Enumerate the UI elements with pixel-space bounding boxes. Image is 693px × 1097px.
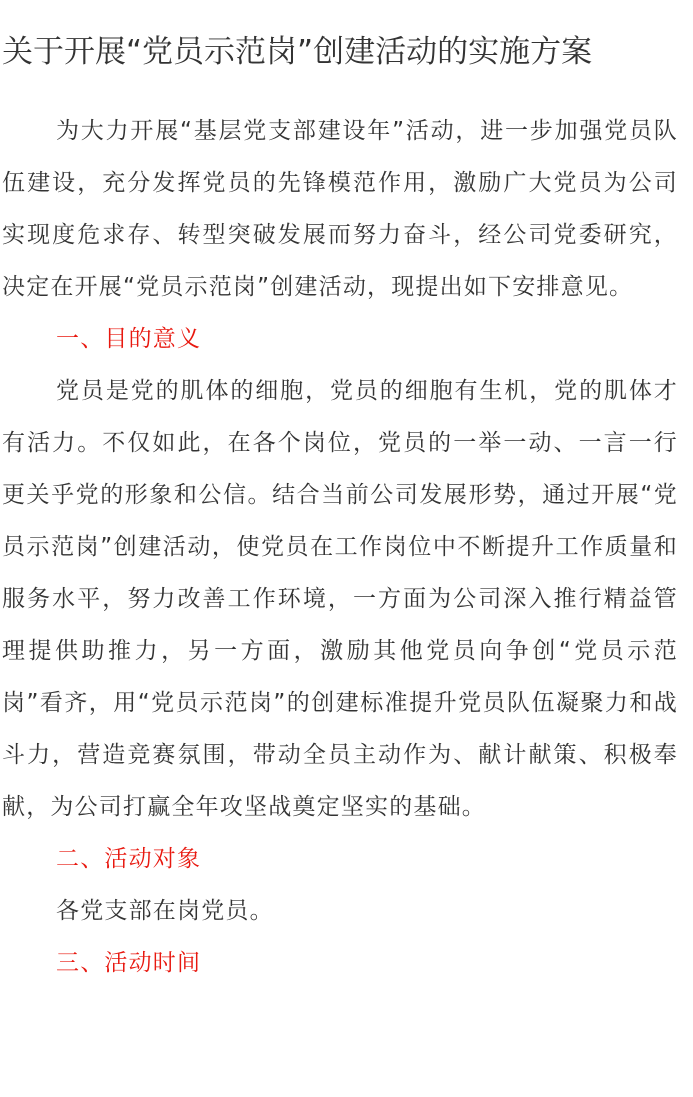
purpose-paragraph: 党员是党的肌体的细胞，党员的细胞有生机，党的肌体才有活力。不仅如此，在各个岗位，党员的一举一动、一言一行更关乎党的形象和公信。结合当前公司发展形势，通过开展“党员示范岗”创建活动，使党员在工作岗位中不断提升工作质量和服务水平，努力改善工作环境，一方面为公司深入推行精益管理提供助推力，另一方面，激励其他党员向争创“党员示范岗”看齐，用“党员示范岗”的创建标准提升党员队伍凝聚力和战斗力，营造竞赛氛围，带动全员主动作为、献计献策、积极奉献，为公司打赢全年攻坚战奠定坚实的基础。 bbox=[2, 378, 678, 820]
intro-paragraph: 为大力开展“基层党支部建设年”活动，进一步加强党员队伍建设，充分发挥党员的先锋模范作用，激励广大党员为公司实现度危求存、转型突破发展而努力奋斗，经公司党委研究，决定在开展“党员示范岗”创建活动，现提出如下安排意见。 bbox=[2, 118, 678, 300]
target-paragraph: 各党支部在岗党员。 bbox=[56, 898, 274, 924]
section-heading-purpose: 一、目的意义 bbox=[56, 326, 202, 352]
section-heading-target: 二、活动对象 bbox=[56, 846, 202, 872]
section-heading-time: 三、活动时间 bbox=[56, 950, 202, 976]
document-body bbox=[2, 105, 678, 989]
document-title: 关于开展“党员示范岗”创建活动的实施方案 bbox=[2, 34, 593, 70]
